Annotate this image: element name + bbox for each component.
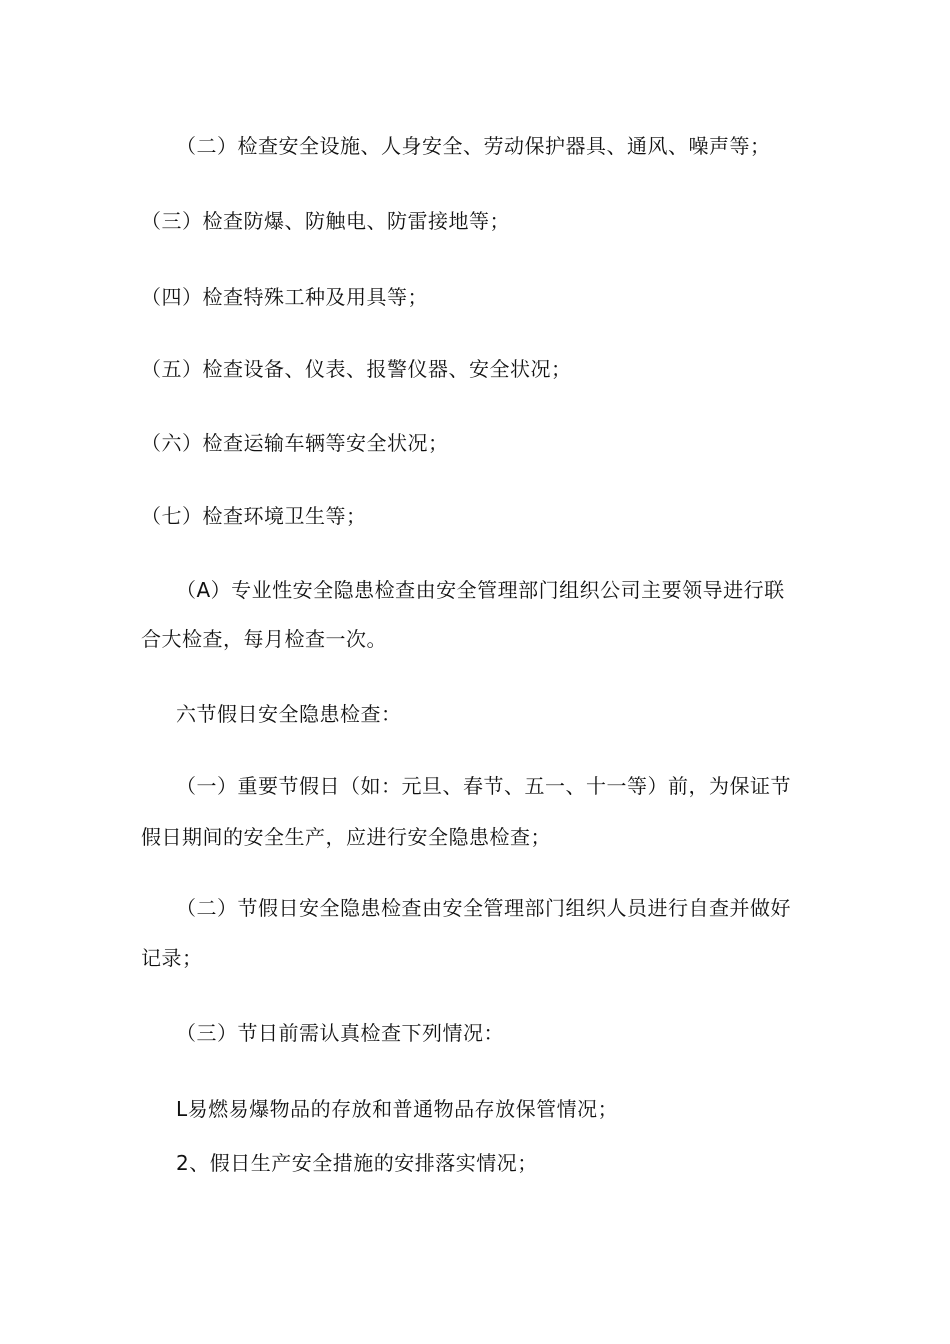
section-heading: 六节假日安全隐患检查： — [176, 702, 402, 726]
paragraph-line: （五）检查设备、仪表、报警仪器、安全状况； — [141, 357, 572, 381]
paragraph-line: 合大检查，每月检查一次。 — [141, 627, 387, 651]
list-item: 2、假日生产安全措施的安排落实情况； — [176, 1151, 538, 1175]
paragraph-line: （七）检查环境卫生等； — [141, 504, 367, 528]
paragraph-line: 记录； — [141, 946, 203, 970]
list-item: L易燃易爆物品的存放和普通物品存放保管情况； — [176, 1097, 619, 1121]
paragraph-line: 假日期间的安全生产，应进行安全隐患检查； — [141, 825, 551, 849]
paragraph-line: （二）检查安全设施、人身安全、劳动保护器具、通风、噪声等； — [176, 134, 771, 158]
paragraph-line: （六）检查运输车辆等安全状况； — [141, 431, 449, 455]
paragraph-line: （三）检查防爆、防触电、防雷接地等； — [141, 209, 510, 233]
paragraph-line: （四）检查特殊工种及用具等； — [141, 285, 428, 309]
paragraph-line: （三）节日前需认真检查下列情况： — [176, 1021, 504, 1045]
paragraph-line: （一）重要节假日（如：元旦、春节、五一、十一等）前，为保证节 — [176, 774, 791, 798]
paragraph-line: （二）节假日安全隐患检查由安全管理部门组织人员进行自查并做好 — [176, 896, 791, 920]
paragraph-line: （A）专业性安全隐患检查由安全管理部门组织公司主要领导进行联 — [176, 578, 785, 602]
